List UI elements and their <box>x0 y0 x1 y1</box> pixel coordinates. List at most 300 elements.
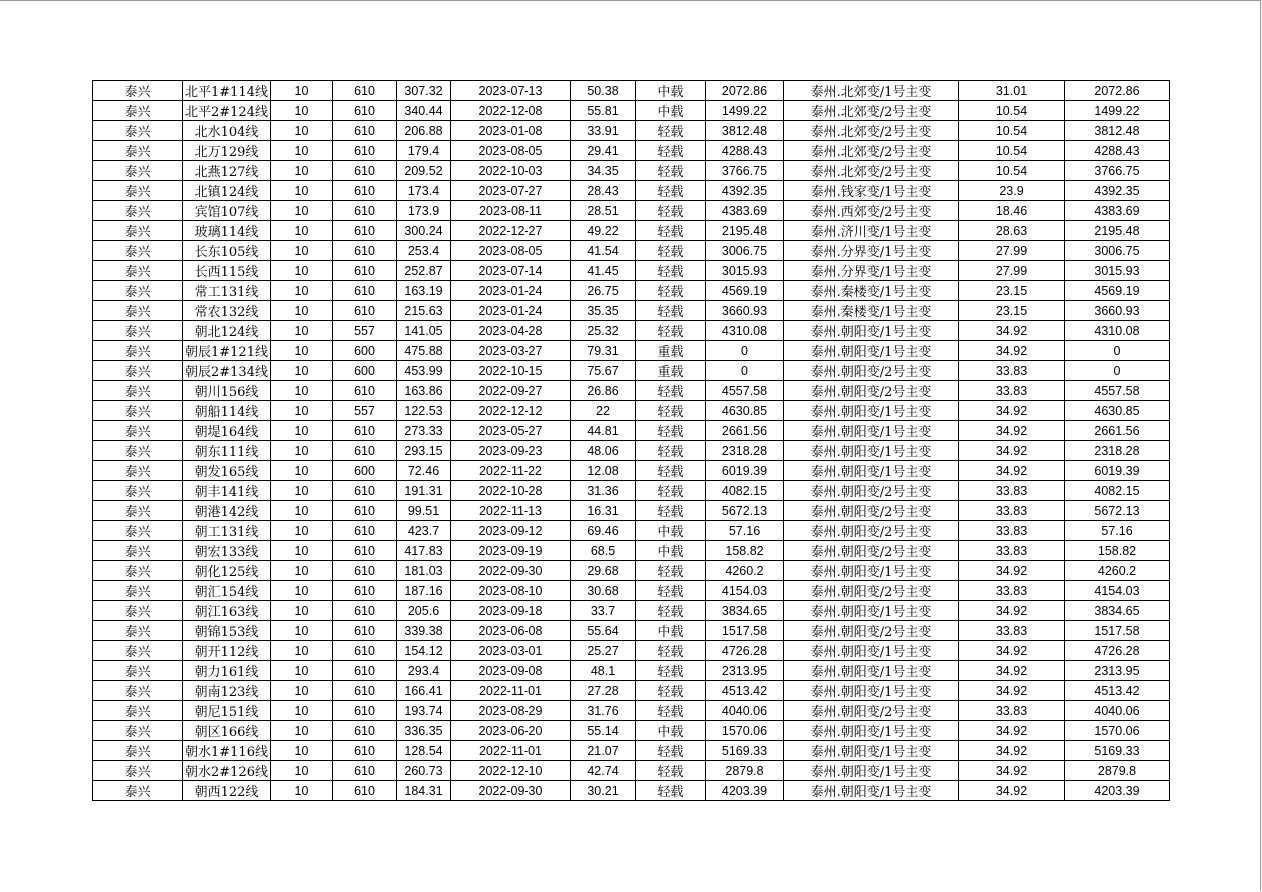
table-row <box>93 741 1170 761</box>
transformer-rate-cell: 34.92 <box>959 741 1065 761</box>
capacity-cell: 610 <box>333 521 397 541</box>
load-rate-cell: 55.81 <box>571 101 636 121</box>
table-row <box>93 181 1170 201</box>
substation-cell: 泰州.朝阳变/2号主变 <box>784 701 959 721</box>
substation-cell: 泰州.北郊变/1号主变 <box>784 81 959 101</box>
margin-cell: 4557.58 <box>706 381 784 401</box>
margin-cell: 57.16 <box>706 521 784 541</box>
load-cell: 307.32 <box>397 81 451 101</box>
county-cell: 泰兴 <box>93 361 183 381</box>
date-cell: 2023-05-27 <box>451 421 571 441</box>
substation-cell: 泰州.朝阳变/1号主变 <box>784 641 959 661</box>
capacity-cell: 610 <box>333 701 397 721</box>
capacity-cell: 557 <box>333 401 397 421</box>
available-cell: 4040.06 <box>1065 701 1170 721</box>
margin-cell: 1499.22 <box>706 101 784 121</box>
voltage-cell: 10 <box>271 681 333 701</box>
line-name-cell: 北镇124线 <box>183 181 271 201</box>
available-cell: 158.82 <box>1065 541 1170 561</box>
line-name-cell: 北平2#124线 <box>183 101 271 121</box>
margin-cell: 3015.93 <box>706 261 784 281</box>
load-cell: 141.05 <box>397 321 451 341</box>
load-rate-cell: 25.27 <box>571 641 636 661</box>
load-cell: 417.83 <box>397 541 451 561</box>
county-cell: 泰兴 <box>93 281 183 301</box>
substation-cell: 泰州.朝阳变/1号主变 <box>784 441 959 461</box>
capacity-cell: 610 <box>333 561 397 581</box>
substation-cell: 泰州.分界变/1号主变 <box>784 261 959 281</box>
voltage-cell: 10 <box>271 541 333 561</box>
available-cell: 2072.86 <box>1065 81 1170 101</box>
available-cell: 4630.85 <box>1065 401 1170 421</box>
line-name-cell: 朝开112线 <box>183 641 271 661</box>
county-cell: 泰兴 <box>93 761 183 781</box>
load-cell: 215.63 <box>397 301 451 321</box>
load-status-cell: 轻载 <box>636 421 706 441</box>
load-rate-cell: 49.22 <box>571 221 636 241</box>
table-row <box>93 701 1170 721</box>
line-name-cell: 朝尼151线 <box>183 701 271 721</box>
load-status-cell: 轻载 <box>636 761 706 781</box>
margin-cell: 2195.48 <box>706 221 784 241</box>
table-row <box>93 521 1170 541</box>
substation-cell: 泰州.朝阳变/2号主变 <box>784 621 959 641</box>
load-rate-cell: 28.51 <box>571 201 636 221</box>
margin-cell: 3660.93 <box>706 301 784 321</box>
load-cell: 122.53 <box>397 401 451 421</box>
load-rate-cell: 44.81 <box>571 421 636 441</box>
capacity-cell: 600 <box>333 361 397 381</box>
date-cell: 2023-07-14 <box>451 261 571 281</box>
line-name-cell: 朝宏133线 <box>183 541 271 561</box>
table-row <box>93 301 1170 321</box>
county-cell: 泰兴 <box>93 161 183 181</box>
available-cell: 4203.39 <box>1065 781 1170 801</box>
available-cell: 1517.58 <box>1065 621 1170 641</box>
line-name-cell: 长东105线 <box>183 241 271 261</box>
voltage-cell: 10 <box>271 241 333 261</box>
load-rate-cell: 30.68 <box>571 581 636 601</box>
load-rate-cell: 16.31 <box>571 501 636 521</box>
line-name-cell: 朝工131线 <box>183 521 271 541</box>
county-cell: 泰兴 <box>93 401 183 421</box>
capacity-cell: 610 <box>333 181 397 201</box>
voltage-cell: 10 <box>271 121 333 141</box>
county-cell: 泰兴 <box>93 461 183 481</box>
capacity-cell: 610 <box>333 421 397 441</box>
available-cell: 4392.35 <box>1065 181 1170 201</box>
load-status-cell: 轻载 <box>636 641 706 661</box>
available-cell: 2195.48 <box>1065 221 1170 241</box>
transformer-rate-cell: 31.01 <box>959 81 1065 101</box>
load-rate-cell: 75.67 <box>571 361 636 381</box>
load-rate-cell: 68.5 <box>571 541 636 561</box>
substation-cell: 泰州.朝阳变/2号主变 <box>784 541 959 561</box>
margin-cell: 5169.33 <box>706 741 784 761</box>
margin-cell: 4082.15 <box>706 481 784 501</box>
voltage-cell: 10 <box>271 301 333 321</box>
line-name-cell: 朝堤164线 <box>183 421 271 441</box>
date-cell: 2023-03-27 <box>451 341 571 361</box>
transformer-rate-cell: 34.92 <box>959 601 1065 621</box>
load-cell: 72.46 <box>397 461 451 481</box>
load-cell: 191.31 <box>397 481 451 501</box>
load-rate-cell: 29.41 <box>571 141 636 161</box>
load-cell: 184.31 <box>397 781 451 801</box>
load-rate-cell: 28.43 <box>571 181 636 201</box>
line-name-cell: 朝汇154线 <box>183 581 271 601</box>
date-cell: 2023-09-08 <box>451 661 571 681</box>
load-status-cell: 轻载 <box>636 781 706 801</box>
table-row <box>93 261 1170 281</box>
load-rate-cell: 55.14 <box>571 721 636 741</box>
capacity-cell: 557 <box>333 321 397 341</box>
county-cell: 泰兴 <box>93 501 183 521</box>
margin-cell: 4203.39 <box>706 781 784 801</box>
substation-cell: 泰州.朝阳变/1号主变 <box>784 681 959 701</box>
margin-cell: 4569.19 <box>706 281 784 301</box>
date-cell: 2023-08-05 <box>451 141 571 161</box>
voltage-cell: 10 <box>271 381 333 401</box>
available-cell: 2318.28 <box>1065 441 1170 461</box>
voltage-cell: 10 <box>271 761 333 781</box>
county-cell: 泰兴 <box>93 421 183 441</box>
voltage-cell: 10 <box>271 101 333 121</box>
substation-cell: 泰州.朝阳变/2号主变 <box>784 581 959 601</box>
margin-cell: 4392.35 <box>706 181 784 201</box>
line-name-cell: 朝北124线 <box>183 321 271 341</box>
capacity-cell: 610 <box>333 601 397 621</box>
table-row <box>93 461 1170 481</box>
date-cell: 2023-06-08 <box>451 621 571 641</box>
table-row <box>93 721 1170 741</box>
load-status-cell: 中载 <box>636 721 706 741</box>
line-name-cell: 朝东111线 <box>183 441 271 461</box>
county-cell: 泰兴 <box>93 321 183 341</box>
substation-cell: 泰州.朝阳变/1号主变 <box>784 761 959 781</box>
load-rate-cell: 29.68 <box>571 561 636 581</box>
date-cell: 2023-01-24 <box>451 281 571 301</box>
table-row <box>93 161 1170 181</box>
line-name-cell: 朝南123线 <box>183 681 271 701</box>
transformer-rate-cell: 34.92 <box>959 321 1065 341</box>
date-cell: 2023-03-01 <box>451 641 571 661</box>
substation-cell: 泰州.朝阳变/1号主变 <box>784 421 959 441</box>
load-status-cell: 轻载 <box>636 261 706 281</box>
load-status-cell: 轻载 <box>636 701 706 721</box>
county-cell: 泰兴 <box>93 101 183 121</box>
voltage-cell: 10 <box>271 81 333 101</box>
substation-cell: 泰州.朝阳变/2号主变 <box>784 361 959 381</box>
date-cell: 2023-07-27 <box>451 181 571 201</box>
load-status-cell: 中载 <box>636 101 706 121</box>
transformer-rate-cell: 34.92 <box>959 401 1065 421</box>
load-status-cell: 轻载 <box>636 141 706 161</box>
load-cell: 206.88 <box>397 121 451 141</box>
margin-cell: 2072.86 <box>706 81 784 101</box>
transformer-rate-cell: 34.92 <box>959 681 1065 701</box>
substation-cell: 泰州.朝阳变/2号主变 <box>784 501 959 521</box>
transformer-rate-cell: 23.9 <box>959 181 1065 201</box>
capacity-cell: 610 <box>333 741 397 761</box>
date-cell: 2022-09-30 <box>451 561 571 581</box>
table-row <box>93 501 1170 521</box>
county-cell: 泰兴 <box>93 561 183 581</box>
voltage-cell: 10 <box>271 781 333 801</box>
available-cell: 4288.43 <box>1065 141 1170 161</box>
margin-cell: 1517.58 <box>706 621 784 641</box>
county-cell: 泰兴 <box>93 481 183 501</box>
voltage-cell: 10 <box>271 501 333 521</box>
capacity-cell: 610 <box>333 201 397 221</box>
transformer-rate-cell: 34.92 <box>959 461 1065 481</box>
margin-cell: 3766.75 <box>706 161 784 181</box>
table-row <box>93 621 1170 641</box>
load-rate-cell: 79.31 <box>571 341 636 361</box>
table-body <box>93 81 1170 801</box>
load-cell: 179.4 <box>397 141 451 161</box>
table-row <box>93 421 1170 441</box>
county-cell: 泰兴 <box>93 181 183 201</box>
line-name-cell: 朝水1#116线 <box>183 741 271 761</box>
voltage-cell: 10 <box>271 721 333 741</box>
margin-cell: 3812.48 <box>706 121 784 141</box>
load-rate-cell: 21.07 <box>571 741 636 761</box>
table-row <box>93 401 1170 421</box>
load-status-cell: 轻载 <box>636 681 706 701</box>
load-rate-cell: 33.91 <box>571 121 636 141</box>
substation-cell: 泰州.北郊变/2号主变 <box>784 121 959 141</box>
substation-cell: 泰州.朝阳变/2号主变 <box>784 521 959 541</box>
transformer-rate-cell: 33.83 <box>959 521 1065 541</box>
table-row <box>93 101 1170 121</box>
load-cell: 339.38 <box>397 621 451 641</box>
county-cell: 泰兴 <box>93 741 183 761</box>
capacity-cell: 610 <box>333 761 397 781</box>
substation-cell: 泰州.朝阳变/1号主变 <box>784 781 959 801</box>
load-status-cell: 中载 <box>636 621 706 641</box>
county-cell: 泰兴 <box>93 221 183 241</box>
substation-cell: 泰州.朝阳变/1号主变 <box>784 661 959 681</box>
substation-cell: 泰州.朝阳变/1号主变 <box>784 741 959 761</box>
voltage-cell: 10 <box>271 281 333 301</box>
margin-cell: 158.82 <box>706 541 784 561</box>
line-name-cell: 北燕127线 <box>183 161 271 181</box>
county-cell: 泰兴 <box>93 301 183 321</box>
date-cell: 2023-01-24 <box>451 301 571 321</box>
line-name-cell: 朝水2#126线 <box>183 761 271 781</box>
load-rate-cell: 41.54 <box>571 241 636 261</box>
line-name-cell: 常工131线 <box>183 281 271 301</box>
margin-cell: 0 <box>706 361 784 381</box>
margin-cell: 0 <box>706 341 784 361</box>
county-cell: 泰兴 <box>93 141 183 161</box>
substation-cell: 泰州.朝阳变/1号主变 <box>784 561 959 581</box>
load-status-cell: 轻载 <box>636 601 706 621</box>
load-status-cell: 轻载 <box>636 661 706 681</box>
load-status-cell: 轻载 <box>636 301 706 321</box>
line-name-cell: 北平1#114线 <box>183 81 271 101</box>
substation-cell: 泰州.朝阳变/1号主变 <box>784 601 959 621</box>
transformer-rate-cell: 23.15 <box>959 301 1065 321</box>
available-cell: 4383.69 <box>1065 201 1170 221</box>
county-cell: 泰兴 <box>93 81 183 101</box>
available-cell: 4726.28 <box>1065 641 1170 661</box>
county-cell: 泰兴 <box>93 681 183 701</box>
available-cell: 3812.48 <box>1065 121 1170 141</box>
table-row <box>93 601 1170 621</box>
load-status-cell: 轻载 <box>636 501 706 521</box>
substation-cell: 泰州.朝阳变/2号主变 <box>784 481 959 501</box>
voltage-cell: 10 <box>271 741 333 761</box>
line-name-cell: 朝辰2#134线 <box>183 361 271 381</box>
capacity-cell: 610 <box>333 261 397 281</box>
margin-cell: 4383.69 <box>706 201 784 221</box>
transformer-rate-cell: 34.92 <box>959 421 1065 441</box>
substation-cell: 泰州.朝阳变/1号主变 <box>784 461 959 481</box>
table-row <box>93 481 1170 501</box>
capacity-cell: 610 <box>333 641 397 661</box>
date-cell: 2023-08-05 <box>451 241 571 261</box>
load-status-cell: 轻载 <box>636 181 706 201</box>
available-cell: 1570.06 <box>1065 721 1170 741</box>
load-status-cell: 轻载 <box>636 381 706 401</box>
county-cell: 泰兴 <box>93 201 183 221</box>
load-status-cell: 轻载 <box>636 481 706 501</box>
load-status-cell: 轻载 <box>636 581 706 601</box>
substation-cell: 泰州.朝阳变/2号主变 <box>784 381 959 401</box>
load-rate-cell: 31.76 <box>571 701 636 721</box>
voltage-cell: 10 <box>271 601 333 621</box>
load-cell: 252.87 <box>397 261 451 281</box>
voltage-cell: 10 <box>271 221 333 241</box>
load-status-cell: 轻载 <box>636 281 706 301</box>
load-rate-cell: 48.06 <box>571 441 636 461</box>
voltage-cell: 10 <box>271 421 333 441</box>
county-cell: 泰兴 <box>93 381 183 401</box>
load-cell: 128.54 <box>397 741 451 761</box>
load-cell: 181.03 <box>397 561 451 581</box>
load-cell: 166.41 <box>397 681 451 701</box>
transformer-rate-cell: 10.54 <box>959 101 1065 121</box>
substation-cell: 泰州.济川变/1号主变 <box>784 221 959 241</box>
county-cell: 泰兴 <box>93 241 183 261</box>
capacity-cell: 600 <box>333 461 397 481</box>
substation-cell: 泰州.北郊变/2号主变 <box>784 161 959 181</box>
capacity-cell: 610 <box>333 281 397 301</box>
available-cell: 5672.13 <box>1065 501 1170 521</box>
load-rate-cell: 41.45 <box>571 261 636 281</box>
load-rate-cell: 12.08 <box>571 461 636 481</box>
date-cell: 2023-09-18 <box>451 601 571 621</box>
substation-cell: 泰州.北郊变/2号主变 <box>784 101 959 121</box>
available-cell: 3834.65 <box>1065 601 1170 621</box>
margin-cell: 4040.06 <box>706 701 784 721</box>
margin-cell: 4310.08 <box>706 321 784 341</box>
date-cell: 2023-08-10 <box>451 581 571 601</box>
load-status-cell: 轻载 <box>636 161 706 181</box>
transformer-rate-cell: 34.92 <box>959 641 1065 661</box>
county-cell: 泰兴 <box>93 441 183 461</box>
load-rate-cell: 25.32 <box>571 321 636 341</box>
load-cell: 253.4 <box>397 241 451 261</box>
load-status-cell: 中载 <box>636 81 706 101</box>
available-cell: 4154.03 <box>1065 581 1170 601</box>
capacity-cell: 610 <box>333 101 397 121</box>
transformer-rate-cell: 33.83 <box>959 381 1065 401</box>
available-cell: 6019.39 <box>1065 461 1170 481</box>
substation-cell: 泰州.秦楼变/1号主变 <box>784 281 959 301</box>
available-cell: 4310.08 <box>1065 321 1170 341</box>
margin-cell: 3006.75 <box>706 241 784 261</box>
transformer-rate-cell: 34.92 <box>959 441 1065 461</box>
transformer-rate-cell: 23.15 <box>959 281 1065 301</box>
capacity-cell: 610 <box>333 441 397 461</box>
margin-cell: 4630.85 <box>706 401 784 421</box>
table-row <box>93 561 1170 581</box>
date-cell: 2023-08-29 <box>451 701 571 721</box>
date-cell: 2023-09-12 <box>451 521 571 541</box>
transformer-rate-cell: 33.83 <box>959 541 1065 561</box>
substation-cell: 泰州.朝阳变/1号主变 <box>784 721 959 741</box>
date-cell: 2022-10-28 <box>451 481 571 501</box>
county-cell: 泰兴 <box>93 341 183 361</box>
load-cell: 173.4 <box>397 181 451 201</box>
table-row <box>93 641 1170 661</box>
date-cell: 2023-04-28 <box>451 321 571 341</box>
capacity-cell: 610 <box>333 81 397 101</box>
load-cell: 163.86 <box>397 381 451 401</box>
voltage-cell: 10 <box>271 401 333 421</box>
transformer-rate-cell: 34.92 <box>959 781 1065 801</box>
table-row <box>93 201 1170 221</box>
line-name-cell: 朝江163线 <box>183 601 271 621</box>
voltage-cell: 10 <box>271 581 333 601</box>
transformer-rate-cell: 28.63 <box>959 221 1065 241</box>
load-status-cell: 轻载 <box>636 561 706 581</box>
date-cell: 2022-09-27 <box>451 381 571 401</box>
date-cell: 2022-09-30 <box>451 781 571 801</box>
capacity-cell: 610 <box>333 661 397 681</box>
margin-cell: 4154.03 <box>706 581 784 601</box>
date-cell: 2022-11-13 <box>451 501 571 521</box>
transformer-rate-cell: 34.92 <box>959 561 1065 581</box>
table-row <box>93 221 1170 241</box>
voltage-cell: 10 <box>271 621 333 641</box>
load-rate-cell: 35.35 <box>571 301 636 321</box>
margin-cell: 2318.28 <box>706 441 784 461</box>
date-cell: 2022-11-22 <box>451 461 571 481</box>
load-status-cell: 中载 <box>636 541 706 561</box>
date-cell: 2023-01-08 <box>451 121 571 141</box>
capacity-cell: 610 <box>333 481 397 501</box>
transformer-rate-cell: 33.83 <box>959 621 1065 641</box>
substation-cell: 泰州.北郊变/2号主变 <box>784 141 959 161</box>
load-status-cell: 重载 <box>636 341 706 361</box>
available-cell: 5169.33 <box>1065 741 1170 761</box>
capacity-cell: 610 <box>333 141 397 161</box>
capacity-cell: 610 <box>333 541 397 561</box>
transformer-rate-cell: 33.83 <box>959 481 1065 501</box>
capacity-cell: 610 <box>333 681 397 701</box>
data-table <box>92 80 1170 801</box>
margin-cell: 2879.8 <box>706 761 784 781</box>
line-name-cell: 朝船114线 <box>183 401 271 421</box>
voltage-cell: 10 <box>271 201 333 221</box>
voltage-cell: 10 <box>271 341 333 361</box>
transformer-rate-cell: 10.54 <box>959 161 1065 181</box>
table-row <box>93 781 1170 801</box>
